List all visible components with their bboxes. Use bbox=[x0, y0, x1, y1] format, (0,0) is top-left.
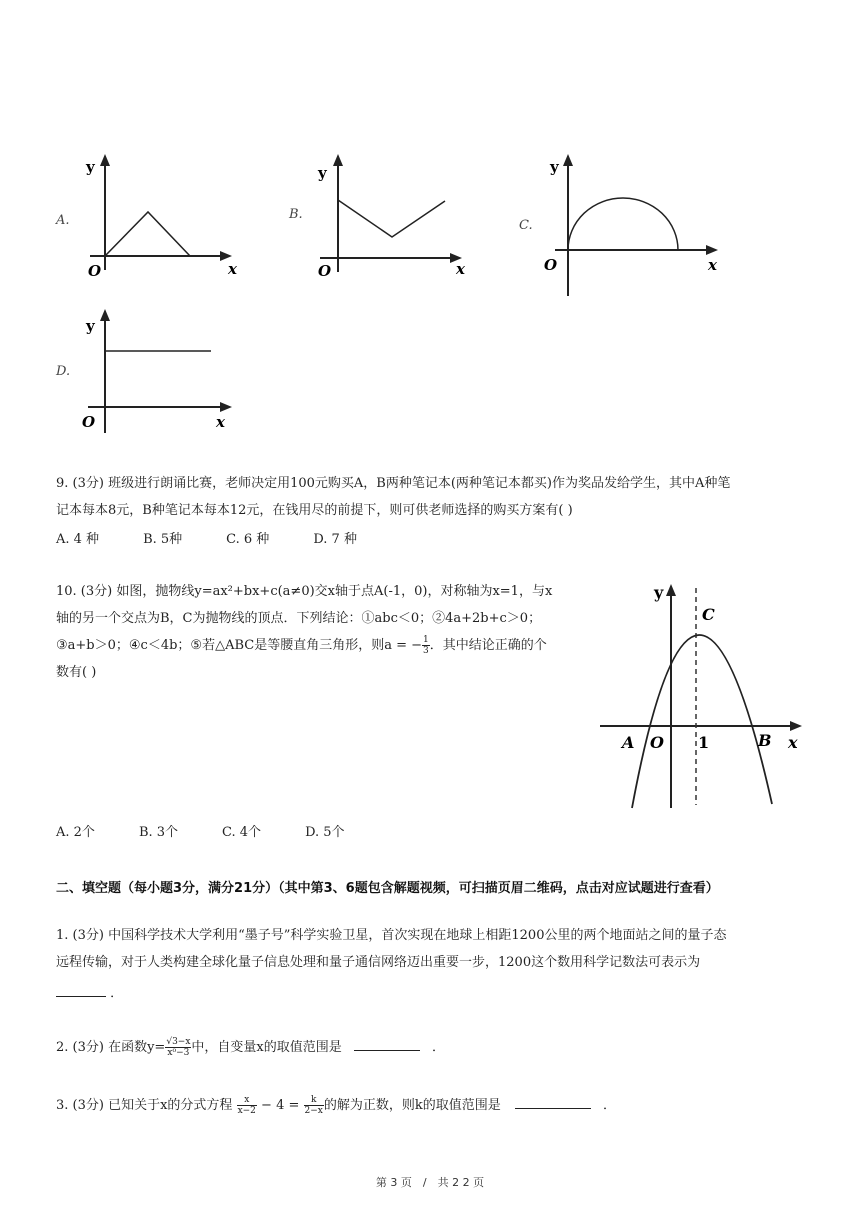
axis-x-label: x bbox=[456, 260, 465, 278]
axis-x-label: x bbox=[228, 260, 237, 278]
question-9-line2: 记本每本8元，B种笔记本每本12元，在钱用尽的前提下，则可供老师选择的购买方案有( ) bbox=[56, 503, 573, 518]
question-9-choices bbox=[56, 528, 401, 547]
function-fraction: $\frac{√3-x}{\text{x⁰−3}}$ bbox=[166, 1037, 191, 1058]
question-10-line2: 轴的另一个交点为B，C为抛物线的顶点．下列结论：①abc＜0；②4a+2b+c＞0； bbox=[56, 611, 542, 626]
tick-1-label: 1 bbox=[698, 733, 710, 752]
point-b-label: B bbox=[758, 731, 772, 750]
axis-x-label: x bbox=[708, 256, 717, 274]
question-10-choices bbox=[56, 821, 389, 840]
axis-y-label: y bbox=[654, 583, 664, 602]
equation-fraction-1: $\frac{x}{x-2}$ bbox=[237, 1095, 256, 1116]
option-c-label: C. bbox=[519, 218, 533, 233]
choice-c[interactable]: C. 4个 bbox=[222, 825, 262, 840]
option-b-label: B. bbox=[289, 207, 303, 222]
question-10-line1: 10. (3分) 如图，抛物线y=ax²+bx+c(a≠0)交x轴于点A(-1，0)，对称轴为x=1，与x bbox=[56, 584, 553, 599]
choice-c[interactable]: C. 6 种 bbox=[226, 532, 270, 547]
axis-x-label: x bbox=[788, 733, 798, 752]
axis-x-label: x bbox=[216, 413, 225, 431]
answer-blank[interactable] bbox=[515, 1094, 591, 1109]
equation-fraction-2: $\frac{k}{2-x}$ bbox=[304, 1095, 323, 1116]
choice-a[interactable]: A. 2个 bbox=[56, 825, 95, 840]
answer-blank[interactable] bbox=[354, 1036, 420, 1051]
option-d-graph bbox=[80, 305, 245, 440]
fill-question-1-line1: 1. (3分) 中国科学技术大学利用“墨子号”科学实验卫星，首次实现在地球上相距1200公里的两个地面站之间的量子态 bbox=[56, 928, 727, 943]
axis-y-label: y bbox=[86, 158, 95, 176]
fill-question-3: 3. (3分) 已知关于x的分式方程 $\frac{x}{x-2}$ − 4 = $\frac{k}{2-x}$ 的解为正数，则k的取值范围是 ． bbox=[56, 1095, 617, 1116]
section-2-title: 二、填空题（每小题3分，满分21分）（其中第3、6题包含解题视频，可扫描页眉二维码，点击对应试题进行查看） bbox=[56, 881, 719, 896]
choice-d[interactable]: D. 5个 bbox=[305, 825, 345, 840]
origin-label: O bbox=[82, 413, 96, 431]
origin-label: O bbox=[650, 733, 664, 752]
option-d-label: D. bbox=[56, 364, 71, 379]
origin-label: O bbox=[544, 256, 558, 274]
choice-a[interactable]: A. 4 种 bbox=[56, 532, 100, 547]
question-10 bbox=[56, 578, 596, 686]
axis-y-label: y bbox=[86, 317, 95, 335]
option-a-graph bbox=[80, 150, 245, 285]
origin-label: O bbox=[318, 262, 332, 280]
option-a-label: A. bbox=[56, 213, 70, 228]
axis-y-label: y bbox=[318, 164, 327, 182]
point-c-label: C bbox=[702, 605, 715, 624]
answer-blank[interactable] bbox=[56, 982, 106, 997]
fraction-one-third: $\frac{1}{3}$ bbox=[423, 635, 429, 656]
option-b-graph bbox=[310, 150, 475, 285]
fill-question-2: 2. (3分) 在函数y= $\frac{√3-x}{\text{x⁰−3}}$ 中，自变量x的取值范围是 ． bbox=[56, 1037, 446, 1058]
fill-question-1: 1. (3分) 中国科学技术大学利用“墨子号”科学实验卫星，首次实现在地球上相距1200公里的两个地面站之间的量子态 远程传输，对于人类构建全球化量子信息处理和量子通信网络迈出重要一步，1200这个数用科学记数法可表示为 ． bbox=[56, 922, 816, 1007]
option-c-graph bbox=[540, 150, 730, 300]
question-10-line4: 数有( ) bbox=[56, 665, 97, 680]
choice-d[interactable]: D. 7 种 bbox=[313, 532, 357, 547]
point-a-label: A bbox=[622, 733, 635, 752]
question-10-line3: ③a+b＞0；④c＜4b；⑤若△ABC是等腰直角三角形，则a = − $\frac{1}{3}$ ．其中结论正确的个 bbox=[56, 635, 547, 656]
axis-y-label: y bbox=[550, 158, 559, 176]
page-footer: 第 3 页 / 共 2 2 页 bbox=[375, 1176, 485, 1189]
choice-b[interactable]: B. 5种 bbox=[143, 532, 183, 547]
question-9-line1: 9. (3分) 班级进行朗诵比赛，老师决定用100元购买A，B两种笔记本(两种笔记本都买)作为奖品发给学生，其中A种笔 bbox=[56, 476, 731, 491]
choice-b[interactable]: B. 3个 bbox=[138, 825, 179, 840]
question-9 bbox=[56, 470, 816, 524]
parabola-figure bbox=[598, 580, 810, 810]
fill-question-1-line2: 远程传输，对于人类构建全球化量子信息处理和量子通信网络迈出重要一步，1200这个数用科学记数法可表示为 bbox=[56, 955, 701, 970]
origin-label: O bbox=[88, 262, 102, 280]
